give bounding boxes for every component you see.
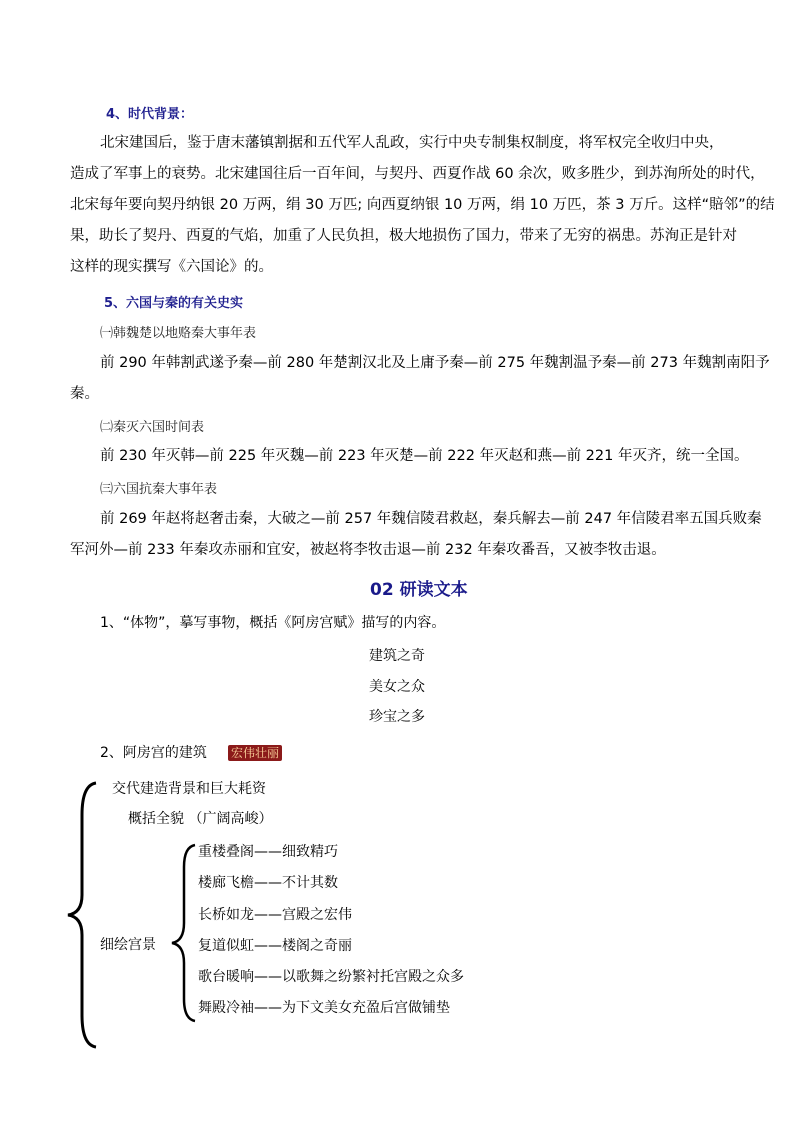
section4-line-5: 这样的现实撰写《六国论》的。	[70, 259, 273, 275]
tree-item-1: 重楼叠阁——细致精巧	[198, 844, 338, 860]
section5-text1-line-1: 前 290 年韩割武遂予秦—前 280 年楚割汉北及上庸予秦—前 275 年魏割温予秦—前 273 年魏割南阳予	[100, 355, 770, 371]
section4-line-2: 造成了军事上的衰势。北宋建国往后一百年间，与契丹、西夏作战 60 余次，败多胜少，到苏洵所处的时代，	[70, 166, 765, 182]
big-left-brace	[68, 783, 96, 1047]
tree-line2: 概括全貌 （广阔高峻）	[128, 811, 273, 827]
small-left-brace	[172, 845, 195, 1021]
tree-item-2: 楼廊飞檐——不计其数	[198, 875, 338, 891]
q2-badge-text: 宏伟壮丽	[228, 745, 282, 761]
section4-paragraph	[70, 128, 775, 283]
section5-text3-line-2: 军河外—前 233 年秦攻赤丽和宜安，被赵将李牧击退—前 232 年秦攻番吾，又被李牧击退。	[70, 542, 666, 558]
section5-text3-line-1: 前 269 年赵将赵奢击秦，大破之—前 257 年魏信陵君救赵，秦兵解去—前 247 年信陵君率五国兵败秦	[100, 511, 762, 527]
tree-item-6: 舞殿冷袖——为下文美女充盈后宫做铺垫	[198, 1000, 450, 1016]
tree-line1: 交代建造背景和巨大耗资	[112, 781, 266, 797]
section5-text1-line-2: 秦。	[70, 386, 99, 402]
section5-heading: 5、六国与秦的有关史实	[104, 296, 244, 311]
section5-sub2: ㈡秦灭六国时间表	[100, 420, 205, 435]
part2-title: 02 研读文本	[370, 580, 468, 600]
tree-item-4: 复道似虹——楼阁之奇丽	[198, 938, 352, 954]
section5-text3	[70, 504, 762, 566]
tree-left-label: 细绘宫景	[100, 937, 156, 953]
q1-heading: 1、“体物”，摹写事物，概括《阿房宫赋》描写的内容。	[100, 615, 446, 631]
section5-sub3: ㈢六国抗秦大事年表	[100, 482, 218, 497]
section4-line-4: 果，助长了契丹、西夏的气焰，加重了人民负担，极大地损伤了国力，带来了无穷的祸患。苏洵正是针对	[70, 228, 737, 244]
q2-badge	[228, 742, 282, 761]
section5-sub1: ㈠韩魏楚以地赂秦大事年表	[100, 326, 257, 341]
tree-item-3: 长桥如龙——宫殿之宏伟	[198, 907, 352, 923]
q1-item-3: 珍宝之多	[369, 709, 425, 725]
section4-heading: 4、时代背景：	[106, 107, 194, 122]
q1-item-2: 美女之众	[369, 679, 425, 695]
tree-item-5: 歌台暖响——以歌舞之纷繁衬托宫殿之众多	[198, 969, 464, 985]
section4-line-3: 北宋每年要向契丹纳银 20 万两，绢 30 万匹; 向西夏纳银 10 万两，绢 10 万匹，茶 3 万斤。这样“賠邻”的结	[70, 197, 775, 213]
section4-line-1: 北宋建国后，鉴于唐末藩镇割据和五代军人乱政，实行中央专制集权制度，将军权完全收归中央，	[100, 135, 724, 151]
q2-heading: 2、阿房宫的建筑	[100, 745, 207, 761]
q1-item-1: 建筑之奇	[369, 648, 425, 664]
section5-text1	[70, 348, 770, 410]
section5-text2: 前 230 年灭韩—前 225 年灭魏—前 223 年灭楚—前 222 年灭赵和燕—前 221 年灭齐，统一全国。	[100, 448, 749, 464]
